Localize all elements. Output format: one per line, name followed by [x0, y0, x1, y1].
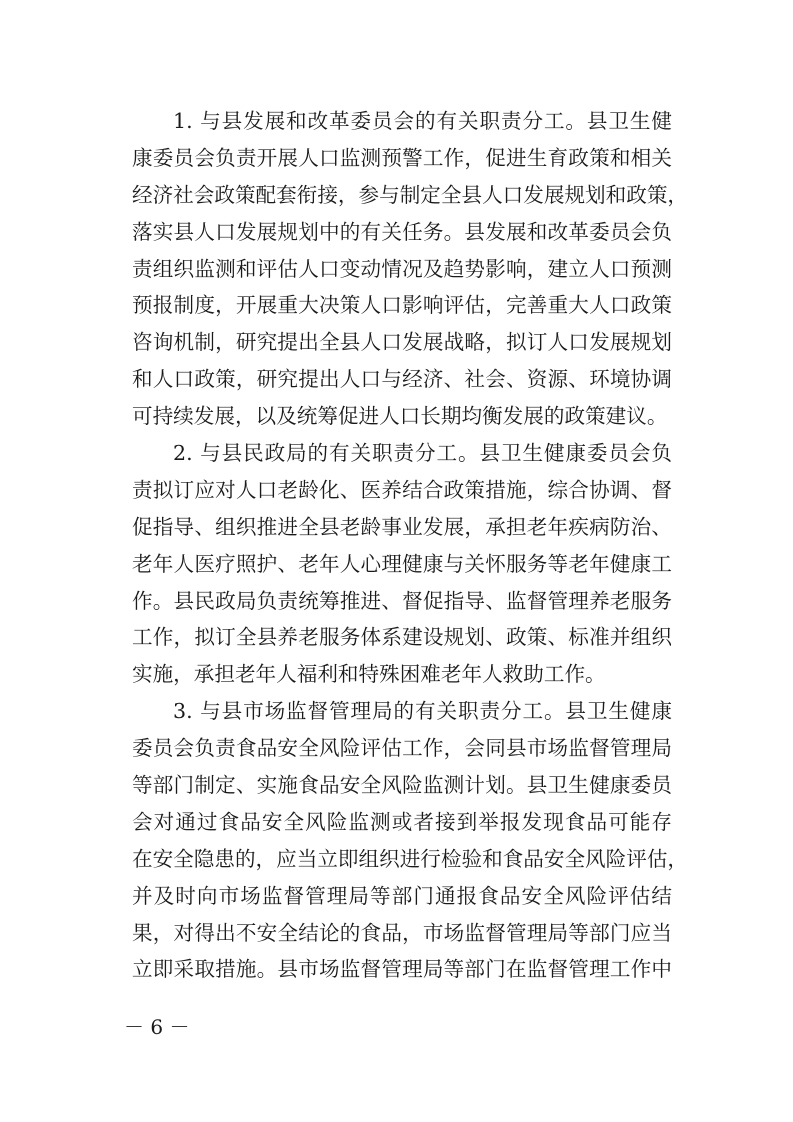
text-line: 预报制度，开展重大决策人口影响评估，完善重大人口政策	[132, 293, 672, 318]
text-line: 等部门制定、实施食品安全风险监测计划。县卫生健康委员	[132, 773, 672, 798]
text-line: 责组织监测和评估人口变动情况及趋势影响，建立人口预测	[132, 256, 672, 281]
text-line: 会对通过食品安全风险监测或者接到举报发现食品可能存	[132, 809, 672, 834]
text-line: 工作，拟订全县养老服务体系建设规划、政策、标准并组织	[132, 625, 672, 650]
text-line: 在安全隐患的，应当立即组织进行检验和食品安全风险评估，	[132, 846, 689, 871]
document-body	[132, 103, 689, 988]
text-line: 老年人医疗照护、老年人心理健康与关怀服务等老年健康工	[132, 551, 672, 576]
text-line: 促指导、组织推进全县老龄事业发展，承担老年疾病防治、	[132, 514, 672, 539]
text-line: 作。县民政局负责统筹推进、督促指导、监督管理养老服务	[132, 588, 672, 613]
text-line: 委员会负责食品安全风险评估工作，会同县市场监督管理局	[132, 736, 672, 761]
text-line: 责拟订应对人口老龄化、医养结合政策措施，综合协调、督	[132, 477, 672, 502]
text-line: 落实县人口发展规划中的有关任务。县发展和改革委员会负	[132, 219, 672, 244]
text-line: 3. 与县市场监督管理局的有关职责分工。县卫生健康	[173, 699, 672, 724]
page-number: － 6 －	[124, 1015, 190, 1039]
paragraph-1	[132, 103, 689, 435]
text-line: 1. 与县发展和改革委员会的有关职责分工。县卫生健	[173, 109, 672, 133]
text-line: 经济社会政策配套衔接，参与制定全县人口发展规划和政策，	[132, 182, 689, 207]
text-line: 2. 与县民政局的有关职责分工。县卫生健康委员会负	[173, 441, 672, 466]
text-line: 实施，承担老年人福利和特殊困难老年人救助工作。	[132, 662, 606, 687]
paragraph-2	[132, 435, 672, 693]
text-line: 并及时向市场监督管理局等部门通报食品安全风险评估结	[132, 883, 672, 908]
text-line: 可持续发展，以及统筹促进人口长期均衡发展的政策建议。	[132, 404, 668, 429]
text-line: 康委员会负责开展人口监测预警工作，促进生育政策和相关	[132, 145, 672, 170]
text-line: 咨询机制，研究提出全县人口发展战略，拟订人口发展规划	[132, 330, 672, 355]
text-line: 和人口政策，研究提出人口与经济、社会、资源、环境协调	[132, 367, 672, 392]
text-line: 立即采取措施。县市场监督管理局等部门在监督管理工作中	[132, 957, 672, 982]
text-line: 果，对得出不安全结论的食品，市场监督管理局等部门应当	[132, 920, 672, 945]
paragraph-3	[132, 693, 689, 988]
